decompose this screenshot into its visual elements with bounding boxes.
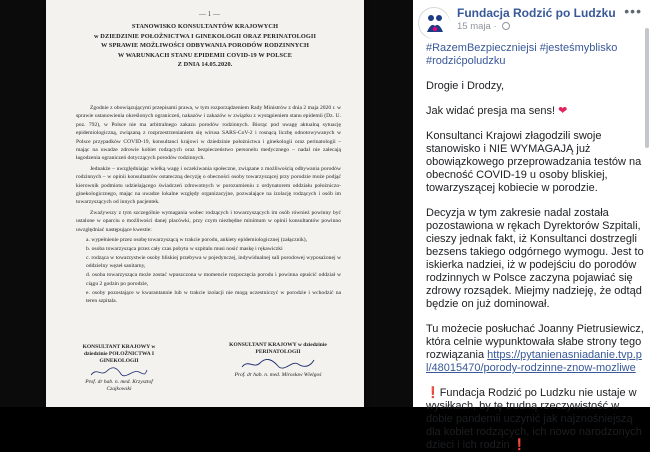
hashtag-text: #jesteśmyblisko	[539, 42, 618, 54]
signature-name: Prof. dr hab. n. med. Mirosław Wielgoś	[234, 372, 322, 378]
hashtag-text: #RazemBezpieczniejsi	[426, 42, 537, 54]
doc-list-item: a. wypełnienie przez osobę towarzyszącą w trakcie porodu, ankiety epidemiologicznej (załącznik),	[86, 237, 308, 244]
doc-list-item: d. osoba towarzysząca może zostać wpuszczona w momencie rozpoczęcia porodu i powinna opuścić oddział w ciągu 2 godzin po porodzie,	[86, 272, 341, 287]
red-exclamation-emoji: ❗	[426, 387, 440, 399]
signature-stamp: KONSULTANT KRAJOWY w dziedzinie PERINATOLOGII	[229, 342, 327, 355]
post-paragraph	[426, 387, 644, 452]
signature-name: Prof. dr hab. n. med. Krzysztof Czajkowski	[85, 379, 153, 392]
signature-left	[78, 344, 160, 393]
post-greeting: Drogie i Drodzy,	[426, 80, 505, 92]
doc-title-line: W WARUNKACH STANU EPIDEMII COVID-19 W POLSCE	[117, 51, 293, 59]
doc-paragraph: Zgodnie z obowiązującymi przepisami prawa, w tym rozporządzeniem Rady Ministrów z dnia 2 maja 2020 r. w sprawie ustanowienia określonych ograniczeń, nakazów i zakazów w związku z wystąpieniem stanu epidemii (Dz. U. poz. 792), w Polsce nie ma arbitralnego zakazu porodów rodzinnych. Biorąc pod uwagę aktualną sytuację epidemiologiczną, związaną z rozprzestrzenianiem się wirusa SARS-CoV-2 i rosnącą liczbę odnotowywanych w Polsce przypadków COVID-19, konsultanci krajowi w dziedzinie położnictwa i ginekologii oraz perinatologii – mając na uwadze zdrowie kobiet rodzących oraz bezpieczeństwo personelu medycznego – nadal nie zalecają łagodzenia ograniczeń dotyczących porodów rodzinnych.	[76, 105, 341, 162]
red-heart-emoji: ❤	[558, 105, 568, 117]
globe-icon	[502, 22, 510, 30]
post-panel	[413, 0, 650, 451]
external-link[interactable]: https://pytanienasniadanie.tvp.pl/48015470/porody-rodzinne-znow-mozliwe	[426, 349, 642, 374]
doc-title-line: STANOWISKO KONSULTANTÓW KRAJOWYCH	[131, 23, 279, 30]
signature-stamp: KONSULTANT KRAJOWY w dziedzinie POŁOŻNICTWA I GINEKOLOGII	[82, 344, 156, 364]
more-options-button[interactable]: •••	[624, 3, 642, 19]
handwritten-signature	[238, 357, 318, 371]
doc-list-item: b. osoba towarzysząca przez cały czas pobytu w szpitalu musi nosić maskę i rękawiczki	[86, 246, 283, 252]
post-meta	[457, 21, 510, 32]
doc-list-item: e. osoby pozostające w kwarantannie lub w trakcie izolacji nie mogą uczestniczyć w porodzie i wchodzić na teren szpitala.	[86, 289, 341, 304]
doc-page-number: — 1 —	[199, 10, 220, 18]
doc-title-line: Z DNIA 14.05.2020.	[177, 61, 233, 68]
page-name-link[interactable]: Fundacja Rodzić po Ludzku	[457, 6, 616, 20]
post-date[interactable]: 15 maja	[457, 21, 491, 32]
handwritten-signature	[89, 366, 149, 378]
logo-graphic	[419, 8, 451, 40]
doc-paragraph: Zważywszy z tym szczególnie wymagania wobec rodzących i towarzyszących im osób również powinny być ustalone w oparciu o możliwości danej placówki, przy czym niezbędne minimum w opinii konsultantów powinno uwzględniać następujące kwestie:	[76, 209, 341, 233]
doc-list	[86, 236, 341, 305]
red-exclamation-emoji: ❗	[512, 439, 527, 451]
signature-right	[222, 342, 334, 379]
document-image	[46, 0, 364, 407]
fundacja-logo-icon[interactable]	[418, 7, 450, 39]
post-paragraph: Decyzja w tym zakresie nadal została pozostawiona w rękach Dyrektorów Szpitali, cieszy jednak fakt, iż Konsultanci dostrzegli bezsens takiego odgórnego wymogu. Jest to iskierka nadziei, iż w podejściu do porodów rodzinnych w Polsce zaczyna pojawiać się zdrowy rozsądek. Miejmy nadzieję, że odtąd będzie on już dominował.	[426, 207, 644, 310]
post-paragraph: Konsultanci Krajowi złagodzili swoje stanowisko i NIE WYMAGAJĄ już obowiązkowego przeprowadzania testów na obecność COVID-19 u osoby bliskiej, towarzyszącej kobiecie w porodzie.	[426, 130, 642, 194]
post-line-text: Jak widać presja ma sens!	[426, 105, 555, 117]
separator: ·	[493, 21, 500, 32]
hashtags	[426, 42, 644, 68]
post-paragraph	[426, 323, 644, 375]
hashtag-link[interactable]	[426, 42, 644, 55]
post-line	[426, 105, 644, 118]
scrollbar[interactable]	[645, 28, 649, 148]
doc-title	[66, 22, 344, 70]
hashtag-link[interactable]: #rodzićpoludzku	[426, 55, 506, 67]
doc-paragraph: Jednakże – uwzględniając wielką wagę i oczekiwania społeczne, związane z możliwością odbywania porodów rodzinnych – w opinii konsultantów ostateczną decyzję o obecności osoby towarzyszącej przy porodzie może podjąć kierownik podmiotu udzielającego świadczeń zdrowotnych w porozumieniu z ordynatorem oddziału położniczo-ginekologicznego, mając na uwadze lokalne względy organizacyjne, pozwalające na izolację rodzących i osób im towarzyszących od innych pacjentek.	[76, 165, 341, 206]
post-paragraph-text: Tu możecie posłuchać Joanny Pietrusiewicz, która celnie wypunktowała słabe strony tego rozwiązania	[426, 323, 644, 361]
doc-body	[76, 104, 341, 306]
doc-title-line: w DZIEDZINIE POŁOŻNICTWA I GINEKOLOGII ORAZ PERINATOLOGII	[93, 32, 317, 40]
doc-title-line: W SPRAWIE MOŻLIWOŚCI ODBYWANIA PORODÓW RODZINNYCH	[100, 42, 310, 49]
post-paragraph-text: Fundacja Rodzić po Ludzku nie ustaje w wysiłkach, by tę trudną rzeczywistość w dobie pandemii uczynić jak najznośniejszą dla kobiet rodzących, ich nowo narodzonych dzieci i ich rodzin	[426, 387, 642, 451]
doc-list-item: c. rodząca w towarzystwie osoby bliskiej przebywa w pojedynczej, indywidualnej sali porodowej wyposażonej w oddzielny węzeł sanitarny,	[86, 254, 341, 270]
post-body	[426, 42, 644, 452]
